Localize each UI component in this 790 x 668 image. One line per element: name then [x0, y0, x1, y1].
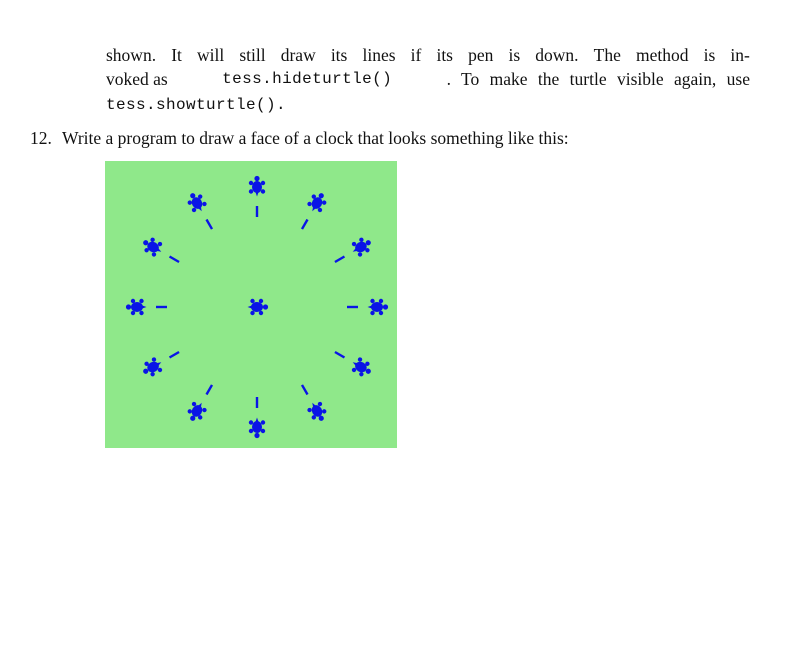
paragraph-word: It: [171, 45, 182, 65]
paragraph-word: its: [436, 45, 453, 65]
paragraph-word: is: [703, 45, 716, 65]
paragraph-word: still: [239, 45, 266, 65]
paragraph-word: down.: [535, 45, 579, 65]
paragraph-word: pen: [468, 45, 494, 65]
exercise-12: [30, 126, 569, 150]
line2-prefix: voked as: [106, 69, 168, 89]
exercise-number: 12.: [30, 128, 52, 148]
paragraph-word: method: [636, 45, 689, 65]
paragraph-word: in-: [730, 45, 750, 65]
paragraph-word: its: [330, 45, 348, 65]
clock-face-image: [105, 161, 397, 448]
paragraph-word: The: [593, 45, 621, 65]
line3-suffix: .: [276, 96, 287, 114]
exercise-text: Write a program to draw a face of a clock that looks something like this:: [62, 128, 569, 148]
paragraph-line-3: [106, 91, 750, 117]
paragraph-word: draw: [280, 45, 316, 65]
paragraph-word: lines: [362, 45, 396, 65]
paragraph-line-1: [106, 43, 750, 67]
line2-suffix: . To make the turtle visible again, use: [446, 69, 750, 89]
clock-background: [105, 161, 397, 448]
clock-face-figure: [105, 161, 397, 448]
hideturtle-code: tess.hideturtle(): [222, 70, 393, 88]
showturtle-code: tess.showturtle(): [106, 96, 277, 114]
paragraph-word: will: [197, 45, 225, 65]
paragraph-word: shown.: [106, 45, 157, 65]
paragraph-word: if: [410, 45, 422, 65]
paragraph-word: is: [508, 45, 521, 65]
paragraph-line-2: [106, 67, 750, 91]
